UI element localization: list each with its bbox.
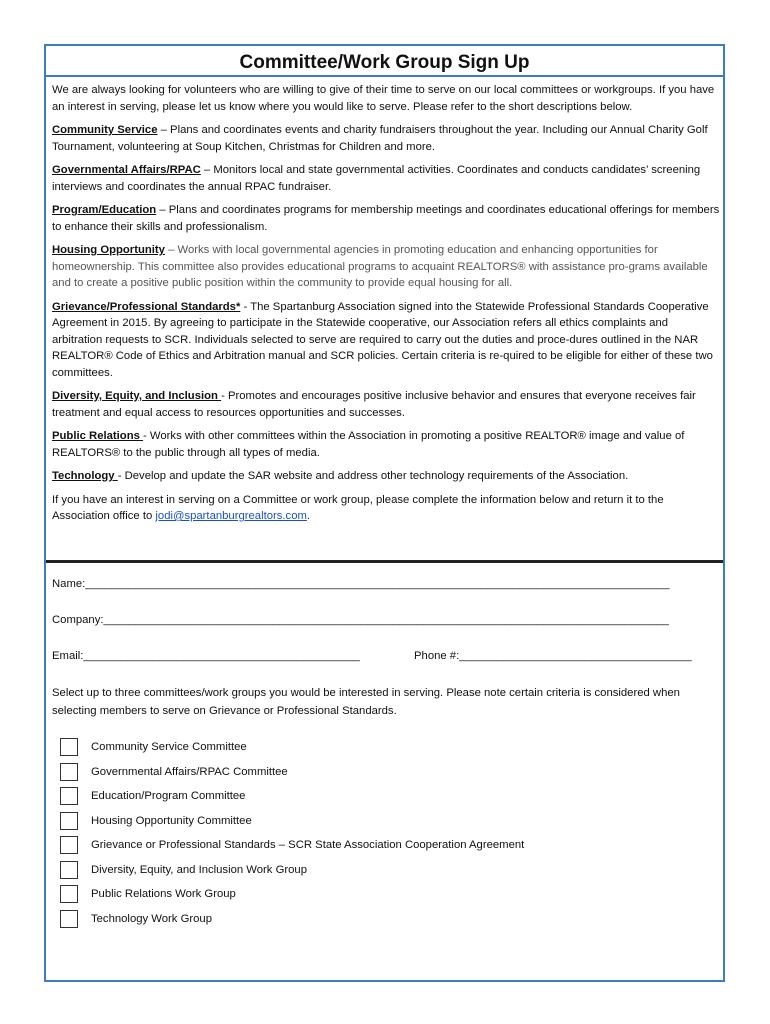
committee-heading: Diversity, Equity, and Inclusion [52,390,222,402]
checkbox[interactable] [60,787,78,805]
checkbox[interactable] [60,763,78,781]
committee-description: - Promotes and encourages positive inclusive behavior and ensures that everyone receives fair treatment and equal access to resources opportunities and successes. [52,390,696,419]
checkbox-row[interactable] [60,836,660,858]
committee-description: – Plans and coordinates programs for membership meetings and coordinates educational offerings for members to enhance their skills and professionalism. [52,204,720,233]
checkbox[interactable] [60,861,78,879]
committee-description: – Plans and coordinates events and charity fundraisers throughout the year. Including our Annual Charity Golf Tournament, volunteering at Soup Kitchen, Christmas for Children and more. [52,124,708,153]
closing-text: If you have an interest in serving on a Committee or work group, please complete the information below and return it to the Association office to [52,493,664,522]
checkbox-row[interactable] [60,885,660,907]
committee-heading: Technology [52,470,118,482]
form-frame [44,44,725,982]
email-field[interactable]: Email:____________________________________________ [52,650,360,662]
page-title: Committee/Work Group Sign Up [46,46,723,77]
checkbox-row[interactable] [60,738,660,760]
closing-end: . [306,510,311,522]
committee-program-education [52,202,720,235]
intro-paragraph: We are always looking for volunteers who are willing to give of their time to serve on our local committees or workgroups. If you have an interest in serving, please let us know where you would like to serve. Please refer to the short descriptions below. [52,84,715,113]
company-field[interactable]: Company:__________________________________________________________________________________________ [52,614,669,626]
checkbox-label: Community Service Committee [91,741,247,753]
committee-heading: Grievance/Professional Standards* [52,300,241,313]
committee-description: - Works with other committees within the Association in promoting a positive REALTOR® image and value of REALTORS® to the public through all types of media. [52,430,685,459]
committee-grievance [52,299,720,382]
checkbox-label: Education/Program Committee [91,790,246,802]
selection-instructions: Select up to three committees/work groups you would be interested in serving. Please note certain criteria is considered when selecting members to serve on Grievance or Professional Standards. [52,687,680,717]
checkbox-label: Technology Work Group [91,912,212,925]
checkbox-row[interactable] [60,787,660,809]
committee-description: – Works with local governmental agencies in promoting education and enhancing opportunities for homeownership. This committee also provides educational programs to acquaint REALTORS® with assistance pro-grams available and to create a positive public position within the community to provide equal housing for all. [52,244,708,289]
committee-heading: Housing Opportunity [52,244,165,256]
phone-field[interactable]: Phone #:_____________________________________ [414,650,692,662]
checkbox-label: Housing Opportunity Committee [91,814,252,827]
checkbox-label: Diversity, Equity, and Inclusion Work Group [91,863,307,876]
committee-governmental-affairs [52,162,720,195]
checkbox[interactable] [60,738,78,756]
checkbox-label: Grievance or Professional Standards – SCR State Association Cooperation Agreement [91,839,525,851]
committee-public-relations [52,428,720,461]
email-link[interactable]: jodi@spartanburgrealtors.com [155,510,307,522]
committee-description: – Monitors local and state governmental activities. Coordinates and conducts candidates’ screening interviews and coordinates the annual RPAC fundraiser. [52,164,701,193]
description-section [52,82,720,532]
closing-paragraph [52,492,720,525]
checkbox[interactable] [60,910,78,928]
checkbox[interactable] [60,812,78,830]
committee-diversity [52,388,720,421]
checkbox-row[interactable] [60,861,660,883]
committee-description: - Develop and update the SAR website and address other technology requirements of the Association. [117,470,629,482]
committee-technology [52,468,720,485]
committee-heading: Governmental Affairs/RPAC [52,164,201,176]
checkbox[interactable] [60,836,78,854]
committee-description: - The Spartanburg Association signed into the Statewide Professional Standards Cooperative Agreement in 2015. By agreeing to participate in the Statewide cooperative, our Association refers all ethics complaints and arbitration requests to SCR. Individuals selected to serve are required to carry out the duties and proce-dures outlined in the NAR REALTOR® Code of Ethics and Arbitration manual and SCR policies. Certain criteria is re-quired to be eligible for either of these two committees. [52,300,713,379]
committee-heading: Program/Education [52,204,157,216]
checkbox-label: Public Relations Work Group [91,888,236,900]
committee-housing-opportunity [52,242,720,292]
committee-community-service [52,122,720,155]
checkbox-row[interactable] [60,910,660,932]
committee-heading: Public Relations [52,430,144,442]
checkbox-label: Governmental Affairs/RPAC Committee [91,765,288,778]
section-divider [46,560,723,563]
name-field[interactable]: Name:_____________________________________________________________________________________________ [52,578,670,590]
checkbox-row[interactable] [60,763,660,785]
checkbox[interactable] [60,885,78,903]
checkbox-row[interactable] [60,812,660,834]
committee-heading: Community Service [52,124,158,136]
